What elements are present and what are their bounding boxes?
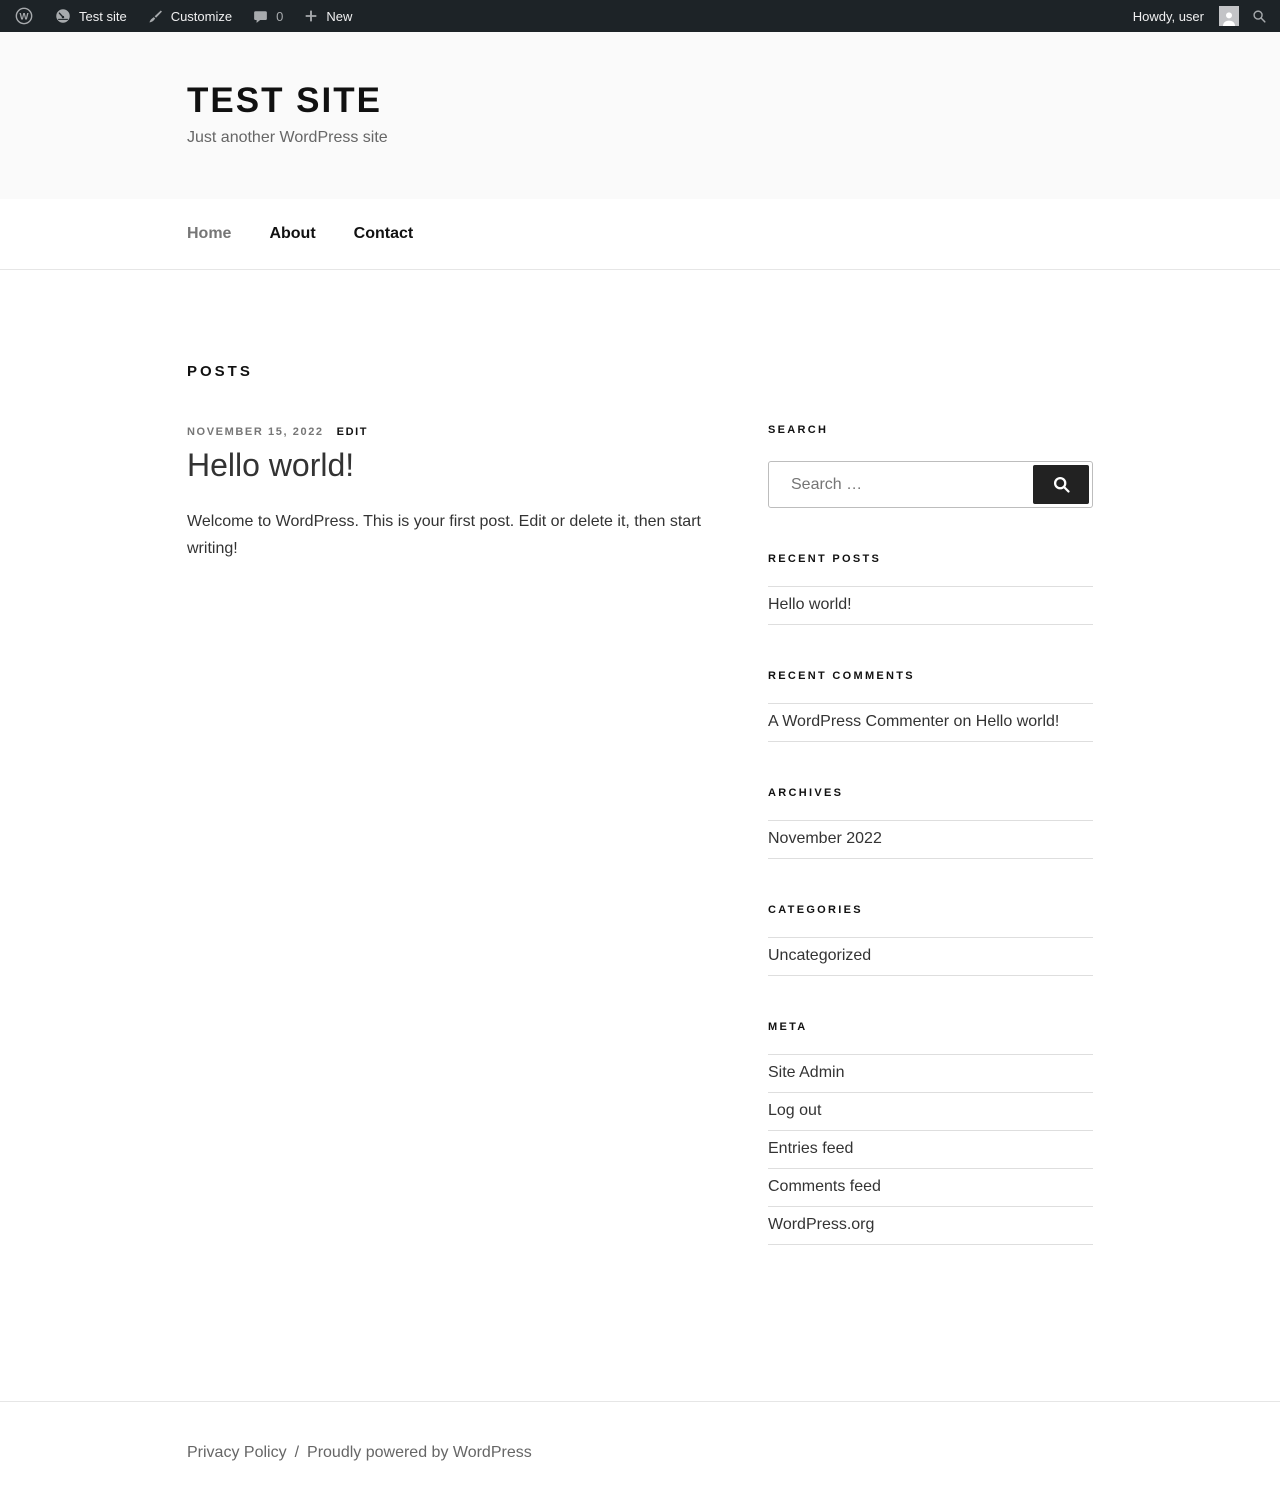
comment-bubble-icon bbox=[252, 8, 269, 25]
search-input[interactable] bbox=[769, 476, 1033, 494]
admin-bar-right bbox=[1123, 0, 1268, 32]
admin-bar-my-account[interactable] bbox=[1123, 0, 1239, 32]
categories-widget bbox=[768, 904, 1093, 976]
categories-title: CATEGORIES bbox=[768, 904, 863, 916]
posts-section-title: POSTS bbox=[187, 363, 253, 380]
search-icon bbox=[1051, 474, 1072, 495]
site-title[interactable]: TEST SITE bbox=[187, 81, 382, 120]
meta-list bbox=[768, 1054, 1093, 1245]
meta-item-comments-feed[interactable]: Comments feed bbox=[768, 1169, 1093, 1207]
list-item[interactable]: Uncategorized bbox=[768, 938, 1093, 976]
admin-bar-customize-label: Customize bbox=[170, 8, 233, 24]
footer-separator: / bbox=[294, 1444, 300, 1461]
dashboard-gauge-icon bbox=[54, 7, 72, 25]
search-widget-title: SEARCH bbox=[768, 424, 829, 436]
svg-text:W: W bbox=[19, 11, 29, 23]
meta-item-log-out[interactable]: Log out bbox=[768, 1093, 1093, 1131]
site-header bbox=[0, 32, 1280, 199]
recent-posts-title: RECENT POSTS bbox=[768, 553, 882, 565]
post-body: Welcome to WordPress. This is your first post. Edit or delete it, then start writing! bbox=[187, 513, 701, 557]
recent-posts-list bbox=[768, 586, 1093, 625]
admin-search-icon bbox=[1251, 8, 1268, 25]
paintbrush-icon bbox=[147, 8, 164, 25]
recent-comments-title: RECENT COMMENTS bbox=[768, 670, 915, 682]
post-date-link[interactable]: NOVEMBER 15, 2022 bbox=[187, 426, 324, 438]
post-article bbox=[187, 426, 727, 562]
list-item[interactable]: A WordPress Commenter on Hello world! bbox=[768, 704, 1093, 742]
howdy-label: Howdy, user bbox=[1132, 8, 1204, 24]
comments-count: 0 bbox=[276, 8, 284, 24]
categories-list bbox=[768, 937, 1093, 976]
content-area bbox=[187, 270, 1093, 1401]
plus-icon bbox=[303, 8, 319, 24]
meta-item-wordpress-org[interactable]: WordPress.org bbox=[768, 1207, 1093, 1245]
avatar bbox=[1219, 6, 1239, 26]
post-edit-link[interactable]: EDIT bbox=[336, 426, 369, 438]
wordpress-logo-button[interactable] bbox=[4, 0, 44, 32]
archives-list bbox=[768, 820, 1093, 859]
powered-by-link[interactable]: Proudly powered by WordPress bbox=[307, 1444, 532, 1461]
admin-bar-new[interactable] bbox=[293, 0, 362, 32]
search-submit-button[interactable] bbox=[1033, 465, 1089, 504]
post-meta bbox=[187, 426, 727, 438]
sidebar bbox=[768, 363, 1093, 1290]
archives-widget bbox=[768, 787, 1093, 859]
avatar-person-icon bbox=[1221, 10, 1237, 26]
admin-bar-customize[interactable] bbox=[137, 0, 242, 32]
search-form bbox=[768, 461, 1093, 508]
meta-item-site-admin[interactable]: Site Admin bbox=[768, 1055, 1093, 1093]
nav-item-home[interactable]: Home bbox=[187, 225, 232, 242]
wordpress-logo-icon bbox=[14, 6, 34, 26]
meta-title: META bbox=[768, 1021, 808, 1033]
site-footer bbox=[0, 1401, 1280, 1501]
post-title-link[interactable]: Hello world! bbox=[187, 447, 355, 483]
posts-column bbox=[187, 363, 727, 1290]
meta-item-entries-feed[interactable]: Entries feed bbox=[768, 1131, 1093, 1169]
nav-item-about[interactable]: About bbox=[269, 225, 316, 242]
main-navigation bbox=[0, 199, 1280, 270]
nav-item-contact[interactable]: Contact bbox=[353, 225, 414, 242]
recent-comments-widget bbox=[768, 670, 1093, 742]
list-item[interactable]: November 2022 bbox=[768, 821, 1093, 859]
admin-bar-left bbox=[4, 0, 362, 32]
privacy-policy-link[interactable]: Privacy Policy bbox=[187, 1444, 287, 1461]
archives-title: ARCHIVES bbox=[768, 787, 844, 799]
meta-widget bbox=[768, 1021, 1093, 1245]
admin-bar-new-label: New bbox=[326, 8, 353, 24]
site-tagline: Just another WordPress site bbox=[187, 129, 388, 146]
recent-posts-widget bbox=[768, 553, 1093, 625]
admin-bar-site-name-label: Test site bbox=[79, 8, 127, 24]
recent-comments-list bbox=[768, 703, 1093, 742]
search-widget bbox=[768, 424, 1093, 508]
admin-bar-comments[interactable] bbox=[242, 0, 293, 32]
admin-bar bbox=[0, 0, 1280, 32]
admin-bar-search-button[interactable] bbox=[1251, 8, 1268, 25]
list-item[interactable]: Hello world! bbox=[768, 587, 1093, 625]
admin-bar-site-name[interactable] bbox=[44, 0, 137, 32]
